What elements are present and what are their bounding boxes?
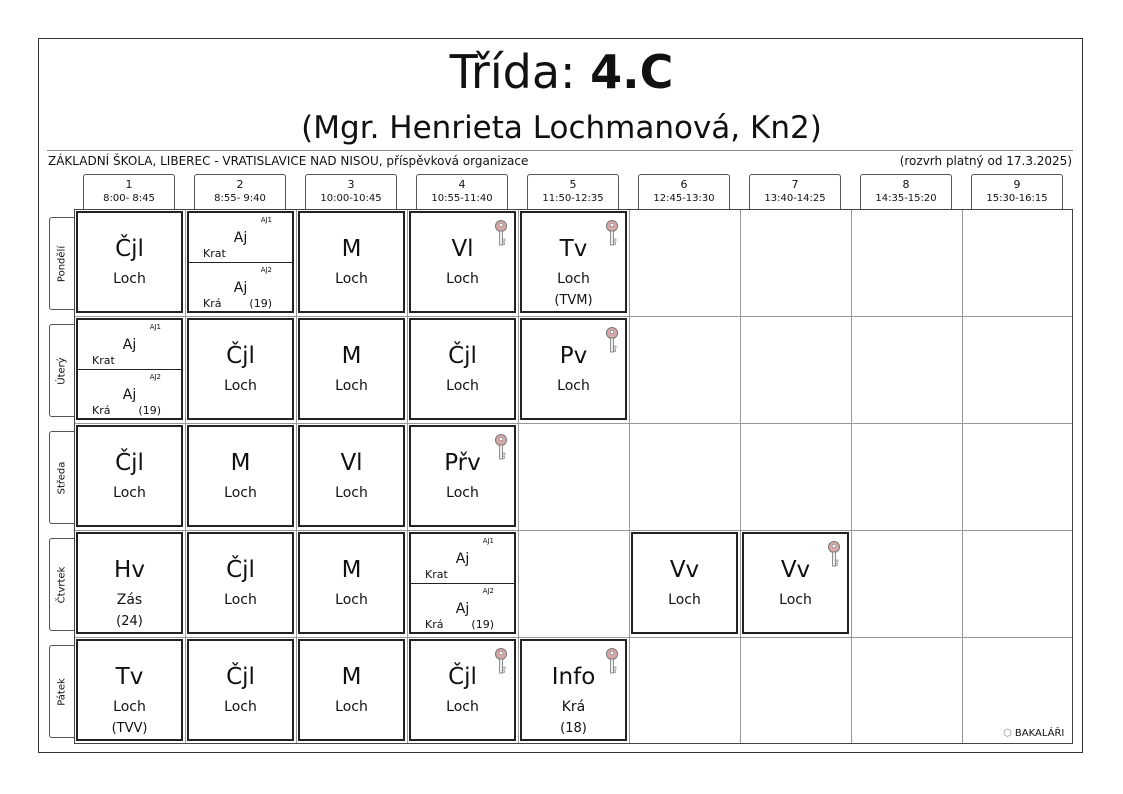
day-label — [49, 645, 74, 738]
lesson-teacher: Loch — [335, 592, 368, 608]
period-time: 8:00- 8:45 — [103, 193, 155, 204]
grid-row-line — [75, 423, 1072, 424]
key-icon — [494, 647, 508, 675]
lesson-card — [76, 211, 183, 313]
lesson-subject: Tv — [115, 664, 144, 690]
lesson-teacher: Krá — [92, 404, 111, 417]
lesson-card — [409, 318, 516, 420]
lesson-subject: M — [341, 343, 362, 369]
day-name: Pátek — [56, 677, 68, 706]
lesson-teacher: Krá — [561, 699, 586, 715]
lesson-teacher: Loch — [335, 271, 368, 287]
class-teacher-subtitle: (Mgr. Henrieta Lochmanová, Kn2) — [301, 110, 822, 146]
key-icon — [605, 219, 619, 247]
grid-column-line — [296, 210, 297, 743]
period-number: 7 — [791, 178, 799, 191]
lesson-teacher: Loch — [446, 699, 479, 715]
lesson-teacher: Loch — [113, 699, 146, 715]
period-header — [749, 174, 841, 209]
lesson-teacher: Zás — [116, 592, 143, 608]
period-number: 3 — [347, 178, 355, 191]
lesson-card — [298, 425, 405, 527]
lesson-card — [520, 639, 627, 741]
day-label — [49, 538, 74, 631]
day-label — [49, 324, 74, 417]
lesson-subject: Čjl — [226, 664, 255, 690]
lesson-teacher: Krá — [425, 618, 444, 631]
period-number: 2 — [236, 178, 244, 191]
key-icon — [494, 219, 508, 247]
lesson-teacher: Loch — [557, 271, 590, 287]
grid-row-line — [75, 530, 1072, 531]
lesson-subject: Aj — [122, 387, 137, 403]
lesson-card — [298, 639, 405, 741]
header-divider — [47, 150, 1073, 151]
group-label: AJ2 — [149, 373, 161, 381]
group-label: AJ1 — [482, 537, 494, 545]
lesson-subject: Přv — [444, 450, 481, 476]
key-icon — [605, 326, 619, 354]
lesson-teacher: Krat — [425, 568, 448, 581]
lesson-subject: M — [341, 236, 362, 262]
period-time: 13:40-14:25 — [764, 193, 826, 204]
group-label: AJ1 — [260, 216, 272, 224]
lesson-teacher: Loch — [446, 271, 479, 287]
lesson-card — [520, 211, 627, 313]
period-number: 1 — [125, 178, 133, 191]
lesson-card — [187, 639, 294, 741]
lesson-card — [76, 318, 183, 420]
lesson-teacher: Loch — [224, 699, 257, 715]
grid-column-line — [851, 210, 852, 743]
period-header — [860, 174, 952, 209]
period-time: 10:55-11:40 — [431, 193, 493, 204]
lesson-room: (TVV) — [111, 721, 148, 736]
lesson-card — [76, 532, 183, 634]
lesson-subject: Tv — [559, 236, 588, 262]
lesson-subject: Čjl — [115, 236, 144, 262]
lesson-teacher: Loch — [446, 378, 479, 394]
grid-column-line — [740, 210, 741, 743]
period-time: 12:45-13:30 — [653, 193, 715, 204]
lesson-group — [189, 213, 292, 263]
lesson-subject: Vv — [780, 557, 811, 583]
lesson-card — [409, 639, 516, 741]
grid-column-line — [185, 210, 186, 743]
period-number: 8 — [902, 178, 910, 191]
bakalari-logo: ⬡ BAKALÁŘI — [1003, 728, 1065, 739]
lesson-teacher: Loch — [335, 699, 368, 715]
lesson-card — [187, 425, 294, 527]
lesson-subject: Čjl — [226, 557, 255, 583]
grid-row-line — [75, 316, 1072, 317]
lesson-teacher: Loch — [668, 592, 701, 608]
period-header — [638, 174, 730, 209]
lesson-teacher: Loch — [335, 378, 368, 394]
lesson-subject: Aj — [455, 601, 470, 617]
lesson-subject: Vl — [451, 236, 474, 262]
lesson-group — [411, 534, 514, 584]
lesson-card — [187, 532, 294, 634]
lesson-room: (19) — [249, 297, 272, 310]
lesson-subject: Aj — [233, 280, 248, 296]
lesson-room: (TVM) — [554, 293, 593, 308]
lesson-teacher: Loch — [779, 592, 812, 608]
day-name: Čtvrtek — [56, 566, 68, 603]
group-label: AJ2 — [260, 266, 272, 274]
lesson-card — [298, 532, 405, 634]
lesson-subject: Vv — [669, 557, 700, 583]
lesson-teacher: Loch — [335, 485, 368, 501]
day-name: Pondělí — [56, 245, 68, 282]
lesson-subject: Čjl — [448, 343, 477, 369]
lesson-teacher: Loch — [113, 271, 146, 287]
period-time: 15:30-16:15 — [986, 193, 1048, 204]
hexagon-logo-icon: ⬡ — [1003, 728, 1012, 739]
class-name: 4.C — [590, 45, 674, 99]
period-time: 14:35-15:20 — [875, 193, 937, 204]
day-label — [49, 431, 74, 524]
timetable-grid — [74, 209, 1073, 744]
lesson-subject: Čjl — [226, 343, 255, 369]
lesson-subject: Pv — [559, 343, 588, 369]
lesson-subject: Aj — [455, 551, 470, 567]
lesson-subject: M — [341, 557, 362, 583]
lesson-subject: Aj — [233, 230, 248, 246]
lesson-room: (19) — [471, 618, 494, 631]
lesson-subject: M — [230, 450, 251, 476]
grid-column-line — [962, 210, 963, 743]
lesson-subject: Vl — [340, 450, 363, 476]
lesson-card — [187, 318, 294, 420]
lesson-card — [298, 211, 405, 313]
key-icon — [605, 647, 619, 675]
lesson-teacher: Loch — [224, 592, 257, 608]
lesson-card — [409, 425, 516, 527]
day-name: Středa — [56, 461, 68, 494]
lesson-teacher: Loch — [557, 378, 590, 394]
period-number: 4 — [458, 178, 466, 191]
lesson-card — [76, 639, 183, 741]
day-name: Úterý — [56, 356, 68, 385]
lesson-card — [742, 532, 849, 634]
lesson-teacher: Krat — [92, 354, 115, 367]
lesson-subject: Čjl — [115, 450, 144, 476]
lesson-group — [78, 320, 181, 370]
lesson-card — [76, 425, 183, 527]
lesson-group — [189, 263, 292, 312]
group-label: AJ2 — [482, 587, 494, 595]
lesson-teacher: Loch — [224, 485, 257, 501]
period-time: 10:00-10:45 — [320, 193, 382, 204]
lesson-subject: Aj — [122, 337, 137, 353]
period-time: 11:50-12:35 — [542, 193, 604, 204]
period-number: 6 — [680, 178, 688, 191]
period-header — [527, 174, 619, 209]
lesson-card — [298, 318, 405, 420]
page-title: Třída: 4.C — [449, 45, 674, 99]
lesson-teacher: Loch — [446, 485, 479, 501]
period-number: 5 — [569, 178, 577, 191]
lesson-teacher: Loch — [224, 378, 257, 394]
lesson-group — [411, 584, 514, 633]
grid-column-line — [407, 210, 408, 743]
lesson-subject: Čjl — [448, 664, 477, 690]
lesson-card — [187, 211, 294, 313]
lesson-card — [520, 318, 627, 420]
period-header — [194, 174, 286, 209]
key-icon — [827, 540, 841, 568]
school-name: ZÁKLADNÍ ŠKOLA, LIBEREC - VRATISLAVICE NAD NISOU, příspěvková organizace — [48, 154, 529, 168]
period-header — [83, 174, 175, 209]
lesson-room: (24) — [116, 614, 143, 629]
lesson-card — [409, 211, 516, 313]
grid-column-line — [518, 210, 519, 743]
period-header — [416, 174, 508, 209]
lesson-group — [78, 370, 181, 419]
period-header — [305, 174, 397, 209]
lesson-card — [631, 532, 738, 634]
lesson-card — [409, 532, 516, 634]
lesson-teacher: Krat — [203, 247, 226, 260]
period-time: 8:55- 9:40 — [214, 193, 266, 204]
lesson-subject: Info — [551, 664, 596, 690]
grid-row-line — [75, 637, 1072, 638]
lesson-teacher: Loch — [113, 485, 146, 501]
validity-note: (rozvrh platný od 17.3.2025) — [899, 154, 1072, 168]
grid-column-line — [629, 210, 630, 743]
lesson-teacher: Krá — [203, 297, 222, 310]
lesson-room: (19) — [138, 404, 161, 417]
lesson-subject: M — [341, 664, 362, 690]
period-number: 9 — [1013, 178, 1021, 191]
day-label — [49, 217, 74, 310]
key-icon — [494, 433, 508, 461]
lesson-subject: Hv — [114, 557, 145, 583]
period-header — [971, 174, 1063, 209]
lesson-room: (18) — [560, 721, 587, 736]
group-label: AJ1 — [149, 323, 161, 331]
